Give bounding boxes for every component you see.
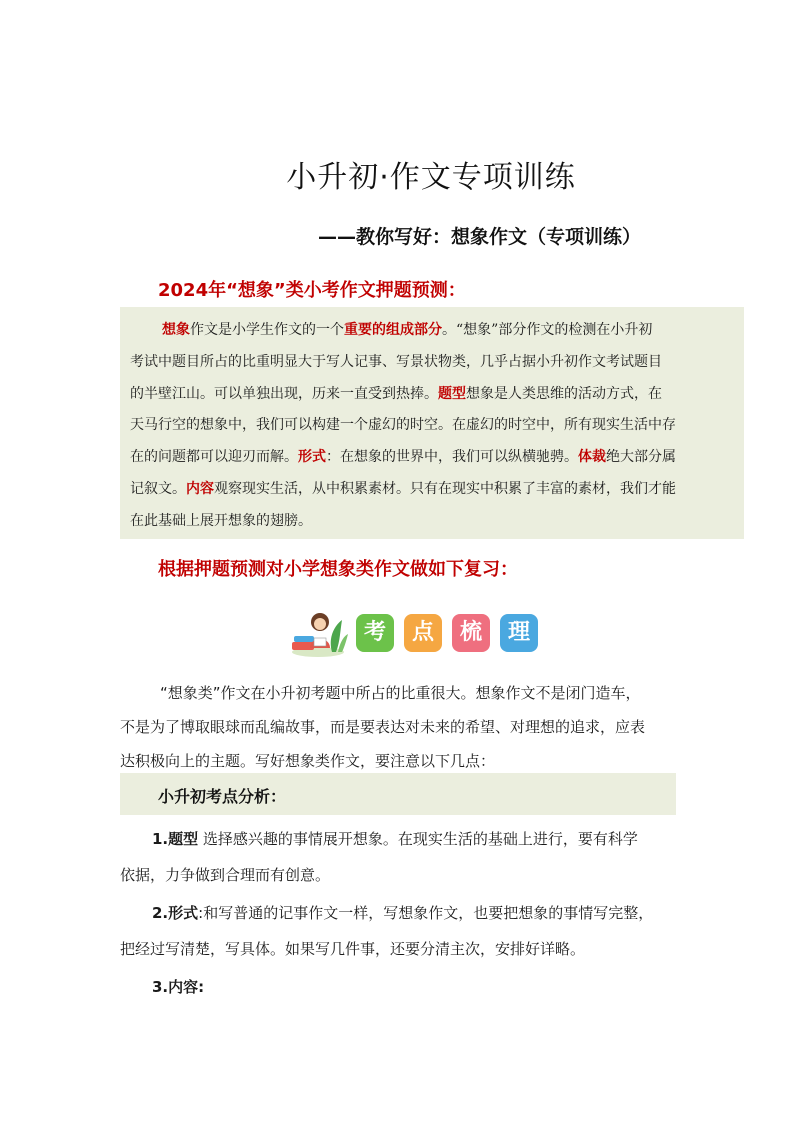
intro-text: 观察现实生活，从中积累素材。只有在现实中积累了丰富的素材，我们才能	[214, 481, 676, 497]
intro-line: 天马行空的想象中，我们可以构建一个虚幻的时空。在虚幻的时空中，所有现实生活中存	[130, 417, 676, 433]
page-title: 小升初·作文专项训练	[286, 160, 576, 195]
intro-text: 。“想象”部分作文的检测在小升初	[442, 322, 653, 338]
point-3-label: 3.内容:	[152, 978, 205, 996]
intro-text: ：在想象的世界中，我们可以纵横驰骋。	[326, 449, 578, 465]
intro-box	[120, 307, 744, 539]
paragraph-line: “想象类”作文在小升初考题中所占的比重很大。想象作文不是闭门造车，	[160, 684, 641, 702]
banner-tile: 考	[356, 614, 394, 652]
reading-girl-illustration	[288, 608, 348, 658]
intro-line	[162, 320, 652, 340]
paragraph-line: 达积极向上的主题。写好想象类作文，要注意以下几点：	[120, 752, 496, 770]
point-1-text: 选择感兴趣的事情展开想象。在现实生活的基础上进行，要有科学	[198, 830, 638, 848]
intro-keyword: 体裁	[578, 449, 606, 465]
banner-tile: 理	[500, 614, 538, 652]
intro-text: 在的问题都可以迎刃而解。	[130, 449, 298, 465]
point-1-line	[152, 828, 638, 849]
point-1-label: 1.题型	[152, 830, 199, 848]
analysis-heading: 小升初考点分析：	[158, 787, 287, 806]
point-2-line: 把经过写清楚，写具体。如果写几件事，还要分清主次，安排好详略。	[120, 940, 586, 958]
intro-text: 作文是小学生作文的一个	[190, 322, 344, 338]
point-2-line	[152, 902, 653, 923]
intro-keyword: 题型	[438, 386, 466, 402]
intro-keyword: 想象	[162, 322, 190, 338]
intro-line: 考试中题目所占的比重明显大于写人记事、写景状物类，几乎占据小升初作文考试题目	[130, 354, 662, 370]
intro-line	[130, 447, 676, 467]
point-2-label: 2.形式	[152, 904, 199, 922]
intro-text: 绝大部分属	[606, 449, 676, 465]
intro-keyword: 重要的组成部分	[344, 322, 442, 338]
key-points-banner	[288, 608, 548, 658]
point-1-line: 依据，力争做到合理而有创意。	[120, 866, 331, 884]
intro-text: 想象是人类思维的活动方式，在	[466, 386, 662, 402]
paragraph-line: 不是为了博取眼球而乱编故事，而是要表达对未来的希望、对理想的追求，应表	[120, 718, 646, 736]
banner-tile: 梳	[452, 614, 490, 652]
intro-line: 在此基础上展开想象的翅膀。	[130, 513, 312, 529]
intro-line	[130, 384, 662, 404]
intro-text: 记叙文。	[130, 481, 186, 497]
intro-keyword: 形式	[298, 449, 326, 465]
page-subtitle: ——教你写好：想象作文（专项训练）	[318, 226, 642, 248]
point-2-text: :和写普通的记事作文一样，写想象作文，也要把想象的事情写完整，	[198, 904, 654, 922]
intro-text: 的半壁江山。可以单独出现，历来一直受到热捧。	[130, 386, 438, 402]
intro-keyword: 内容	[186, 481, 214, 497]
banner-tile: 点	[404, 614, 442, 652]
intro-line	[130, 479, 676, 499]
review-heading: 根据押题预测对小学想象类作文做如下复习：	[158, 559, 518, 580]
prediction-heading: 2024年“想象”类小考作文押题预测：	[158, 280, 466, 301]
